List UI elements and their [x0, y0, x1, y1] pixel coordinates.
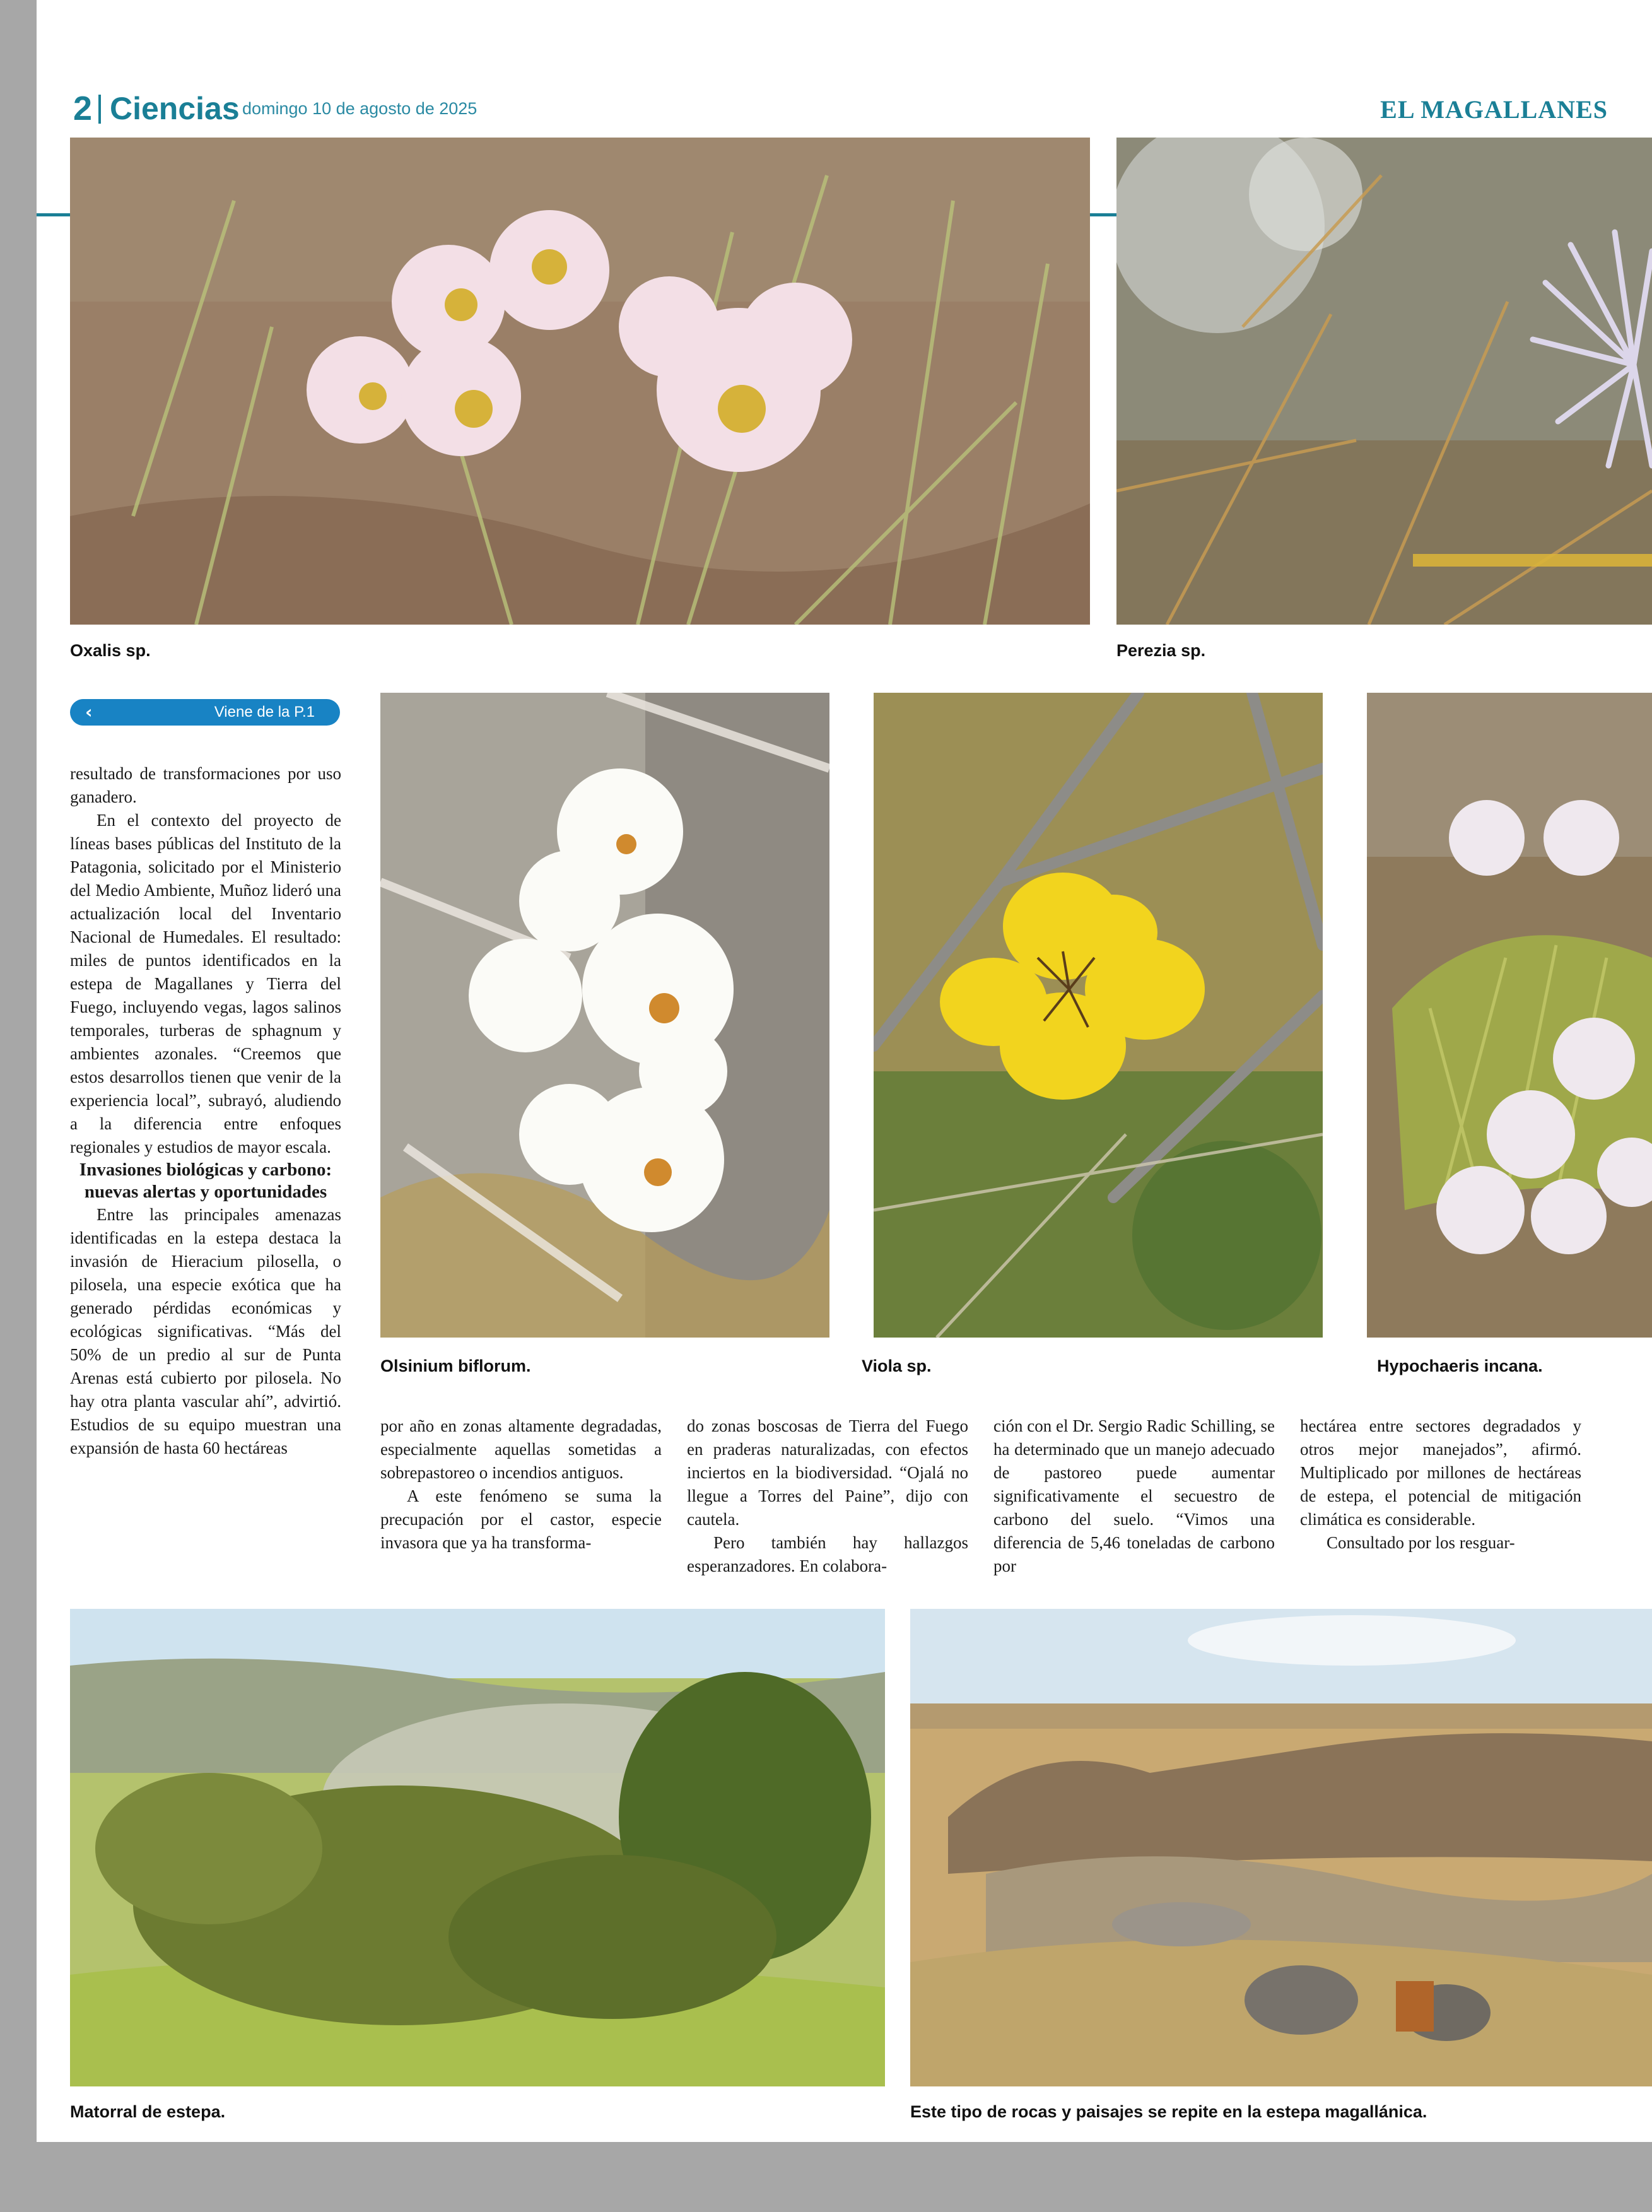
article-paragraph: do zonas boscosas de Tierra del Fuego en praderas naturalizadas, con efectos inciertos en la biodiversidad. “Ojalá no llegue a Torres del Paine”, dijo con cautela.: [687, 1416, 968, 1529]
article-paragraph: hectárea entre sectores degradados y otros mejor manejados”, afirmó. Multiplicado por millones de hectáreas de estepa, el potencial de mitigación climática es considerable.: [1300, 1416, 1581, 1529]
article-column-3: [687, 1415, 968, 1578]
caption-perezia: Perezia sp.: [1116, 641, 1206, 660]
masthead: EL MAGALLANES: [1380, 95, 1608, 124]
header-divider: [98, 95, 101, 124]
article-column-1: [70, 762, 341, 1460]
article-subheading: Invasiones biológicas y carbono: nuevas alertas y oportunidades: [79, 1160, 332, 1202]
continued-from-badge[interactable]: [70, 699, 340, 726]
article-paragraph: Consultado por los resguar-: [1327, 1533, 1515, 1552]
section-name: Ciencias: [110, 91, 240, 126]
page-number: 2: [73, 90, 93, 127]
chevron-left-icon: ‹: [85, 702, 93, 722]
article-paragraph: Pero también hay hallazgos esperanzadores. En colabora-: [687, 1533, 968, 1575]
issue-date: domingo 10 de agosto de 2025: [242, 99, 477, 118]
photo-perezia: [1116, 138, 1652, 625]
newspaper-page: [37, 0, 1652, 2142]
photo-viola: [874, 693, 1323, 1338]
article-paragraph: por año en zonas altamente degradadas, especialmente aquellas sometidas a sobrepastoreo o incendios antiguos.: [380, 1416, 662, 1482]
article-column-2: [380, 1415, 662, 1555]
photo-matorral: [70, 1609, 885, 2086]
photo-hypochaeris: [1367, 693, 1652, 1338]
caption-rocas: Este tipo de rocas y paisajes se repite en la estepa magallánica.: [910, 2102, 1427, 2121]
photo-oxalis: [70, 138, 1090, 625]
photo-rocas: [910, 1609, 1652, 2086]
caption-olsinium: Olsinium biflorum.: [380, 1356, 531, 1375]
photo-olsinium: [380, 693, 829, 1338]
caption-matorral: Matorral de estepa.: [70, 2102, 226, 2121]
article-column-5: [1300, 1415, 1581, 1555]
caption-hypochaeris: Hypochaeris incana.: [1377, 1356, 1543, 1375]
caption-oxalis: Oxalis sp.: [70, 641, 151, 660]
article-paragraph: ción con el Dr. Sergio Radic Schilling, se ha determinado que un manejo adecuado de pastoreo puede aumentar significativamente el secuestro de carbono del suelo. “Vimos una diferencia de 5,46 toneladas de carbono por: [993, 1416, 1275, 1575]
article-paragraph: A este fenómeno se suma la precupación por el castor, especie invasora que ya ha transforma-: [380, 1486, 662, 1552]
article-paragraph: Entre las principales amenazas identificadas en la estepa destaca la invasión de Hieracium pilosella, o pilosela, una especie exótica que ha generado pérdidas económicas y ecológicas significativas. “Más del 50% de un predio al sur de Punta Arenas está cubierto por pilosela. No hay otra planta vascular ahí”, advirtió. Estudios de su equipo muestran una expansión de hasta 60 hectáreas: [70, 1205, 341, 1457]
article-column-4: [993, 1415, 1275, 1578]
continued-from-label: Viene de la P.1: [214, 703, 315, 721]
article-paragraph: En el contexto del proyecto de líneas bases públicas del Instituto de la Patagonia, solicitado por el Ministerio del Medio Ambiente, Muñoz lideró una actualización local del Inventario Nacional de Humedales. El resultado: miles de puntos identificados en la estepa de Magallanes y Tierra del Fuego, incluyendo vegas, lagos salinos temporales, turberas de sphagnum y ambientes azonales. “Creemos que estos desarrollos tienen que venir de la experiencia local”, subrayó, aludiendo a la diferencia entre enfoques regionales y estudios de mayor escala.: [70, 811, 341, 1156]
caption-viola: Viola sp.: [862, 1356, 932, 1375]
article-paragraph: resultado de transformaciones por uso ganadero.: [70, 764, 341, 806]
page-header: [37, 86, 1652, 131]
